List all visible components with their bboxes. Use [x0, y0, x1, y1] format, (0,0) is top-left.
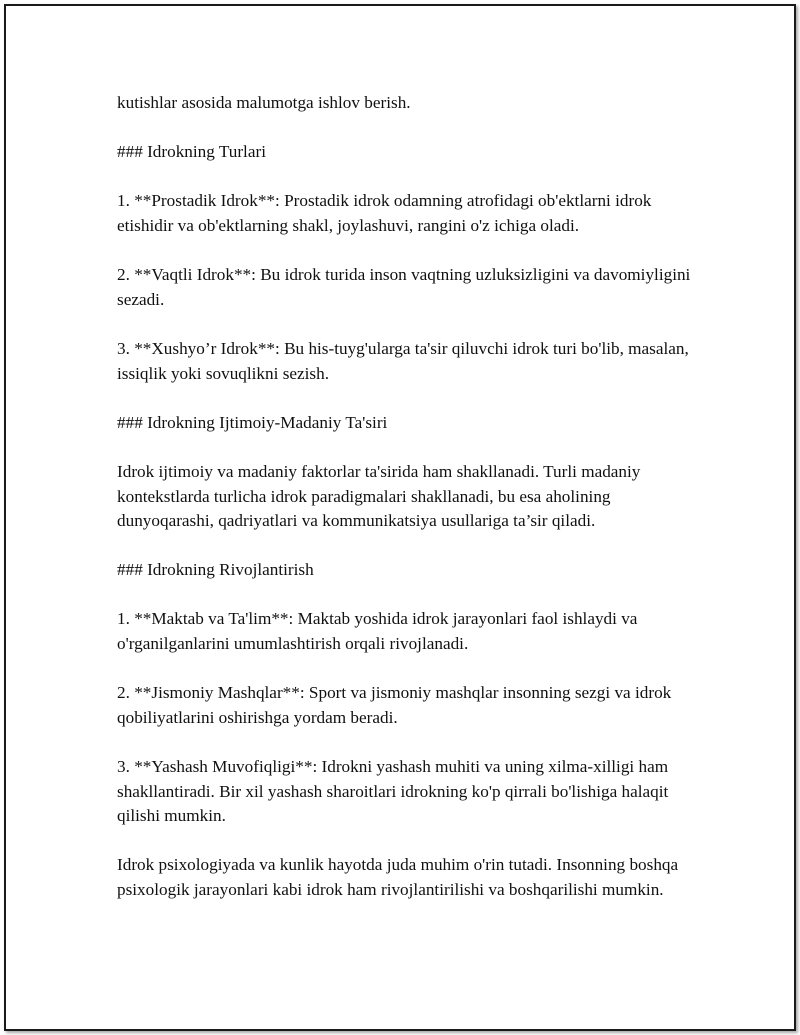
- paragraph-continuation: kutishlar asosida malumotga ishlov berish.: [117, 93, 411, 112]
- list-item-yashash-muvofiqligi: 3. **Yashash Muvofiqligi**: Idrokni yashash muhiti va uning xilma-xilligi ham shakllantiradi. Bir xil yashash sharoitlari idrokning ko'p qirrali bo'lishiga halaqit qilishi mumkin.: [117, 757, 669, 826]
- list-item-jismoniy-mashqlar: 2. **Jismoniy Mashqlar**: Sport va jismoniy mashqlar insonning sezgi va idrok qobiliyatlarini oshirishga yordam beradi.: [117, 683, 672, 727]
- paragraph-conclusion: Idrok psixologiyada va kunlik hayotda juda muhim o'rin tutadi. Insonning boshqa psixologik jarayonlari kabi idrok ham rivojlantirilishi va boshqarilishi mumkin.: [117, 855, 679, 899]
- list-item-vaqtli-idrok: 2. **Vaqtli Idrok**: Bu idrok turida inson vaqtning uzluksizligini va davomiyligini sezadi.: [117, 265, 691, 309]
- list-item-xushyor-idrok: 3. **Xushyo’r Idrok**: Bu his-tuyg'ularga ta'sir qiluvchi idrok turi bo'lib, masalan, issiqlik yoki sovuqlikni sezish.: [117, 338, 689, 383]
- list-item-prostadik-idrok: 1. **Prostadik Idrok**: Prostadik idrok odamning atrofidagi ob'ektlarni idrok etishidir va ob'ektlarning shakl, joylashuvi, rangini o'z ichiga oladi.: [117, 191, 652, 235]
- heading-idrokning-turlari: ### Idrokning Turlari: [117, 142, 266, 162]
- heading-ijtimoiy-madaniy: ### Idrokning Ijtimoiy-Madaniy Ta'siri: [117, 412, 388, 432]
- paragraph-ijtimoiy-madaniy: Idrok ijtimoiy va madaniy faktorlar ta'sirida ham shakllanadi. Turli madaniy kontekstlarda turlicha idrok paradigmalari shakllanadi, bu esa aholining dunyoqarashi, qadriyatlari va kommunikatsiya usullariga ta’sir qiladi.: [117, 461, 641, 531]
- list-item-maktab-va-talim: 1. **Maktab va Ta'lim**: Maktab yoshida idrok jarayonlari faol ishlaydi va o'rganilganlarini umumlashtirish orqali rivojlanadi.: [117, 609, 638, 654]
- document-body: [117, 91, 707, 927]
- heading-rivojlantirish: ### Idrokning Rivojlantirish: [117, 560, 314, 580]
